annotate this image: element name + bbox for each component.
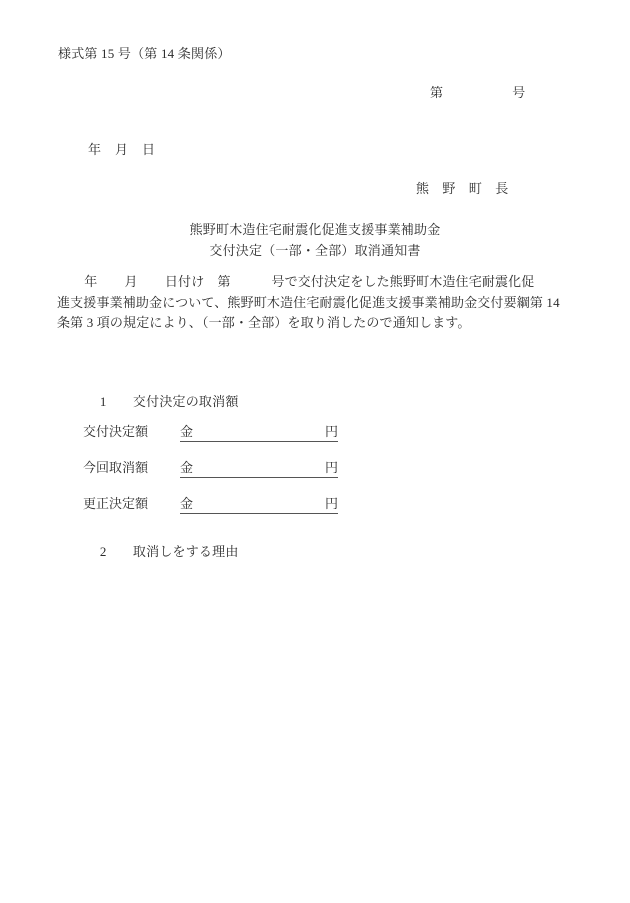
amount-label-kofu-kettei: 交付決定額 (83, 424, 149, 439)
body-paragraph (57, 272, 577, 334)
currency-unit-kosei-kettei: 円 (324, 496, 338, 511)
currency-prefix-konkai-torikeshi: 金 (180, 460, 194, 475)
item-1-number: 1 (99, 394, 107, 410)
item-1-label: 交付決定の取消額 (132, 394, 239, 410)
currency-unit-konkai-torikeshi: 円 (324, 460, 338, 475)
amount-row-konkai-torikeshi (83, 457, 338, 478)
title-line-1: 熊野町木造住宅耐震化促進支援事業補助金 (189, 222, 441, 237)
body-line-3: 条第 3 項の規定により、（一部・全部）を取り消したので通知します。 (57, 315, 471, 330)
amount-row-kofu-kettei (83, 421, 338, 442)
title-line-2: 交付決定（一部・全部）取消通知書 (209, 243, 421, 258)
amount-label-kosei-kettei: 更正決定額 (83, 496, 149, 511)
currency-prefix-kofu-kettei: 金 (180, 424, 194, 439)
currency-unit-kofu-kettei: 円 (324, 424, 338, 439)
date-line: 年 月 日 (88, 142, 156, 157)
amount-field-kofu-kettei[interactable] (180, 421, 338, 442)
item-2-label: 取消しをする理由 (132, 544, 239, 560)
form-number: 様式第 15 号（第 14 条関係） (58, 46, 231, 61)
item-2-number: 2 (99, 544, 107, 560)
document-title (0, 219, 630, 261)
amount-field-konkai-torikeshi[interactable] (180, 457, 338, 478)
issuer-name: 熊 野 町 長 (416, 181, 509, 196)
amount-row-kosei-kettei (83, 493, 338, 514)
item-1-spacer (107, 394, 133, 409)
amount-field-kosei-kettei[interactable] (180, 493, 338, 514)
item-2-heading (86, 531, 239, 574)
body-line-1: 年 月 日付け 第 号で交付決定をした熊野町木造住宅耐震化促 (57, 274, 535, 289)
item-1-heading (86, 381, 239, 424)
item-2-spacer (107, 544, 133, 559)
amount-label-konkai-torikeshi: 今回取消額 (83, 460, 149, 475)
currency-prefix-kosei-kettei: 金 (180, 496, 194, 511)
document-number-field: 第 号 (430, 85, 526, 100)
body-line-2: 進支援事業補助金について、熊野町木造住宅耐震化促進支援事業補助金交付要綱第 14 (57, 294, 560, 310)
